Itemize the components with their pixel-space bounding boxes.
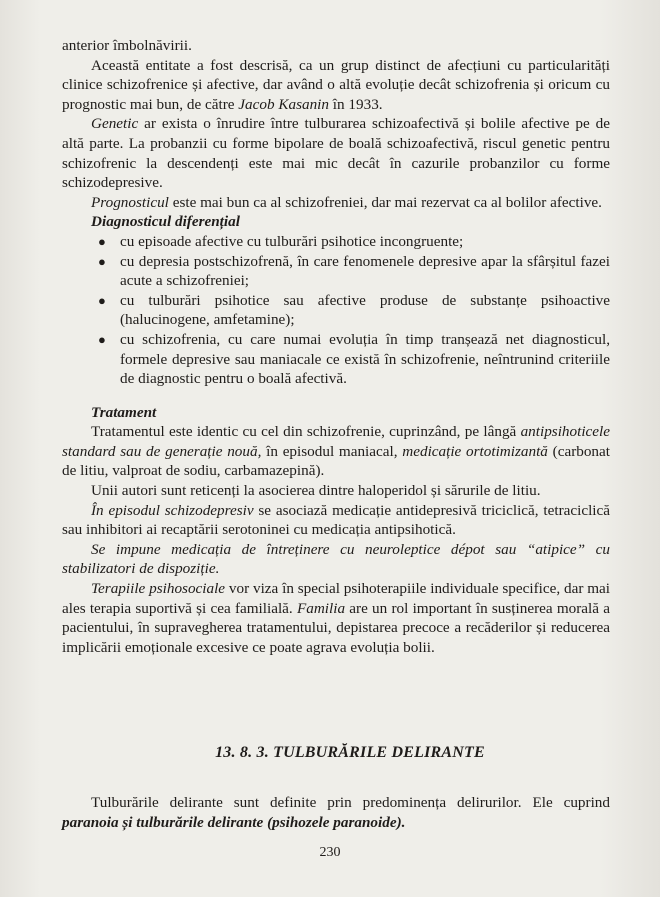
- lead-word: Prognosticul: [91, 193, 169, 211]
- paragraph-treatment-4: Se impune medicația de întreținere cu neuroleptice dépot sau “atipice” cu stabilizatori de dispoziție.: [62, 540, 610, 578]
- paragraph-text: Această entitate a fost descrisă, ca un grup distinct de afecțiuni cu particularități clinice schizofrenice și afective, dar având o altă evoluție decât schizofrenia și oricum cu prognostic mai bun, de către: [62, 56, 610, 113]
- list-item: [62, 232, 610, 252]
- page-number: 230: [319, 845, 341, 860]
- page-body: [62, 36, 610, 657]
- paragraph-text: în 1933.: [329, 95, 383, 113]
- paragraph-prognostic: [62, 193, 610, 213]
- bullet-icon: ●: [98, 233, 106, 249]
- paragraph-text: în episodul maniacal,: [261, 442, 403, 460]
- paragraph-text: vor viza în special psihoterapiile individuale specifice, dar mai ales terapia suportivă și cea familială.: [62, 580, 610, 617]
- list-item-text: cu depresia postschizofrenă, în care fenomenele depresive apar la sfârșitul fazei acute a schizofreniei;: [120, 252, 610, 290]
- emphasis-text: medicație ortotimizantă: [402, 442, 548, 460]
- emphasis-text: antipsihoticele standard sau de generație nouă,: [62, 423, 610, 460]
- list-item-text: cu tulburări psihotice sau afective produse de substanțe psihoactive (halucinogene, amfetamine);: [120, 291, 610, 329]
- lead-word: Genetic: [91, 115, 139, 133]
- treatment-heading: Tratament: [91, 403, 157, 421]
- list-item-text: cu schizofrenia, cu care numai evoluția în timp tranșează net diagnosticul, formele depresive sau maniacale ce există în schizofrenie, neîntrunind criteriile de diagnostic pentru o boală afectivă.: [120, 330, 610, 388]
- paragraph-treatment-1: [62, 422, 610, 481]
- list-item: [62, 291, 610, 330]
- differential-diagnosis-list: [62, 232, 610, 389]
- differential-diagnosis-heading: Diagnosticul diferențial: [91, 213, 240, 231]
- section-title: 13. 8. 3. TULBURĂRILE DELIRANTE: [215, 744, 485, 761]
- paragraph-treatment-3: [62, 501, 610, 540]
- emphasis-text: În episodul schizodepresiv: [91, 501, 254, 519]
- paragraph-delusional: [62, 793, 610, 832]
- list-item: [62, 252, 610, 291]
- emphasis-text: Terapiile psihosociale: [91, 580, 226, 598]
- paragraph-treatment-5: [62, 579, 610, 657]
- paragraph-text: Tratamentul este identic cu cel din schizofrenie, cuprinzând, pe lângă: [91, 423, 521, 441]
- paragraph-genetic: [62, 114, 610, 192]
- author-name: Jacob Kasanin: [238, 95, 329, 113]
- paragraph-text: Tulburările delirante sunt definite prin predominența delirurilor. Ele cuprind: [91, 794, 610, 811]
- bullet-icon: ●: [98, 292, 106, 308]
- list-item-text: cu episoade afective cu tulburări psihotice incongruente;: [120, 232, 464, 250]
- paragraph-kasanin: [62, 56, 610, 115]
- list-item: [62, 330, 610, 389]
- paragraph-text: ar exista o înrudire între tulburarea schizoafectivă și bolile afective pe de altă parte. La probanzii cu forme bipolare de boală schizoafectivă, riscul genetic pentru schizofrenic la descendenți este mai mic decât în cazurile probanzilor cu forme schizodepresive.: [62, 115, 610, 192]
- bullet-icon: ●: [98, 331, 106, 347]
- paragraph-text: are un rol important în susținerea morală a pacientului, în supravegherea tratamentului, depistarea precoce a recăderilor și reducerea implicării emoționale excesive ce poate agrava evoluția bolii.: [62, 599, 610, 656]
- emphasis-text: paranoia și tulburările delirante (psihozele paranoide).: [62, 813, 406, 831]
- emphasis-text: Familia: [296, 599, 346, 617]
- bullet-icon: ●: [98, 253, 106, 269]
- continuation-line: anterior îmbolnăvirii.: [62, 37, 192, 54]
- paragraph-text: se asociază medicație antidepresivă triciclică, tetraciclică sau inhibitori ai recaptării serotoninei cu medicația antipsihotică.: [62, 501, 610, 539]
- paragraph-treatment-2: Unii autori sunt reticenți la asocierea dintre haloperidol și sărurile de litiu.: [91, 482, 541, 500]
- paragraph-text: este mai bun ca al schizofreniei, dar mai rezervat ca al bolilor afective.: [168, 193, 602, 211]
- paragraph-text: (carbonat de litiu, valproat de sodiu, carbamazepină).: [62, 442, 610, 480]
